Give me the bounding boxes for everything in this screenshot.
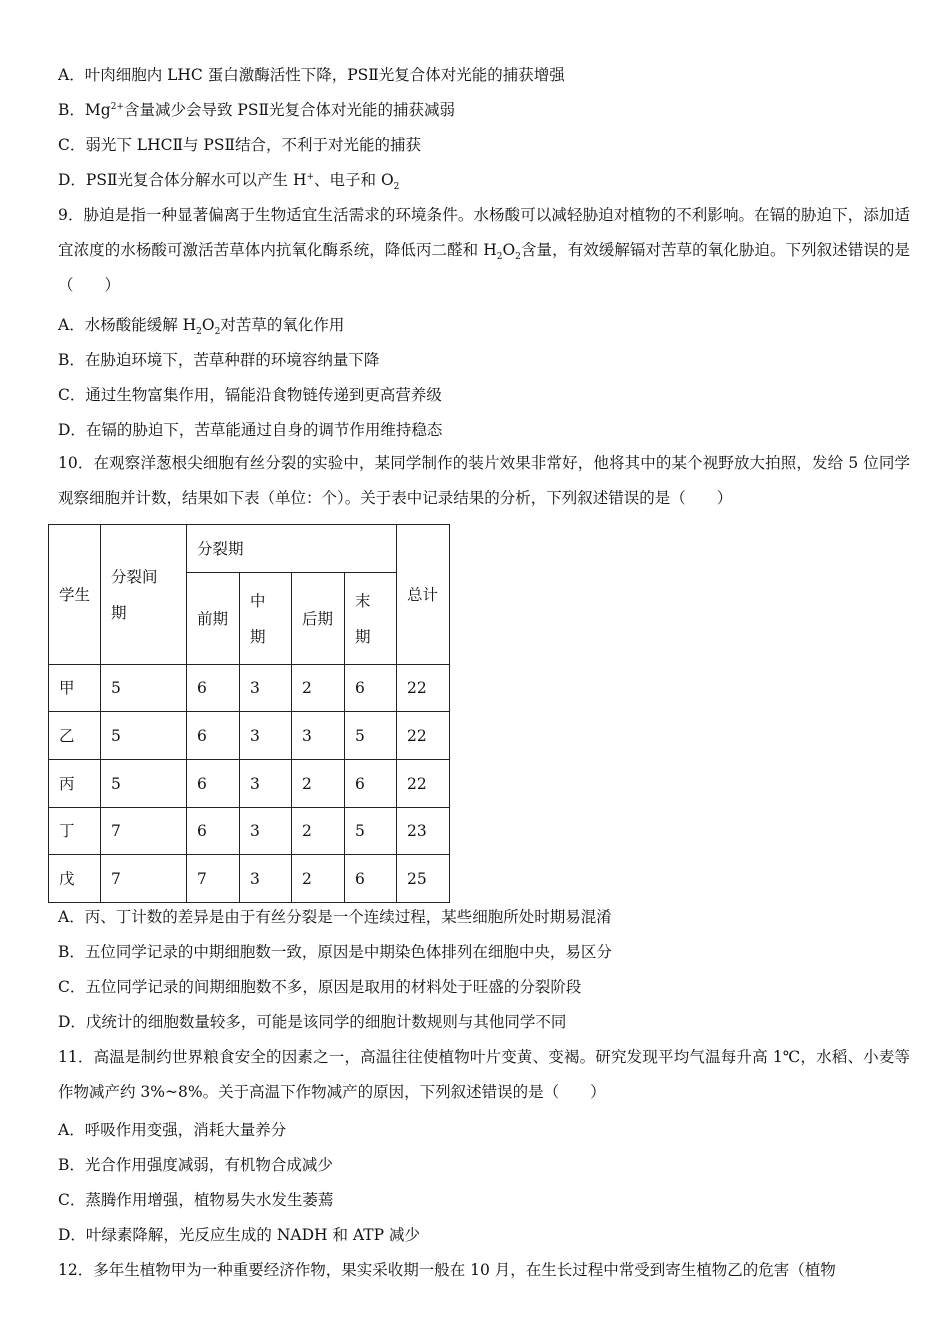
header-total: 总计 — [397, 525, 450, 665]
cell-total: 22 — [397, 760, 450, 808]
cell-student: 甲 — [49, 665, 101, 712]
cell-metaphase: 3 — [240, 760, 292, 808]
q9-option-a: A．水杨酸能缓解 $H_2O_2$对苦草的氧化作用 — [58, 316, 345, 338]
q11-option-c: C．蒸腾作用增强，植物易失水发生萎蔫 — [58, 1191, 334, 1209]
q10-stem: 10．在观察洋葱根尖细胞有丝分裂的实验中，某同学制作的装片效果非常好，他将其中的某个视野放大拍照，发给 5 位同学观察细胞并计数，结果如下表（单位：个）。关于表中记录结果的分析，下列叙述错误的是（ ） — [58, 454, 910, 507]
header-anaphase: 后期 — [292, 573, 345, 665]
header-interphase: 分裂间 期 — [101, 525, 187, 665]
cell-total: 23 — [397, 808, 450, 855]
q9-option-b: B．在胁迫环境下，苦草种群的环境容纳量下降 — [58, 351, 380, 369]
cell-interphase: 7 — [101, 855, 187, 903]
cell-metaphase: 3 — [240, 855, 292, 903]
q9-option-c: C．通过生物富集作用，镉能沿食物链传递到更高营养级 — [58, 386, 442, 404]
cell-interphase: 5 — [101, 712, 187, 760]
cell-total: 22 — [397, 665, 450, 712]
q10-option-b: B．五位同学记录的中期细胞数一致，原因是中期染色体排列在细胞中央，易区分 — [58, 943, 612, 961]
cell-metaphase: 3 — [240, 712, 292, 760]
cell-prophase: 6 — [187, 712, 240, 760]
cell-telophase: 6 — [345, 760, 397, 808]
cell-interphase: 7 — [101, 808, 187, 855]
cell-interphase: 5 — [101, 665, 187, 712]
cell-student: 乙 — [49, 712, 101, 760]
cell-total: 22 — [397, 712, 450, 760]
q11-stem: 11．高温是制约世界粮食安全的因素之一，高温往往使植物叶片变黄、变褐。研究发现平均气温每升高 1℃，水稻、小麦等作物减产约 3%~8%。关于高温下作物减产的原因，下列叙述错误的是（ ） — [58, 1048, 910, 1101]
cell-telophase: 6 — [345, 855, 397, 903]
cell-metaphase: 3 — [240, 808, 292, 855]
q8-option-c: C．弱光下 LHCⅡ与 PSⅡ结合，不利于对光能的捕获 — [58, 136, 422, 154]
header-telophase: 末 期 — [345, 573, 397, 665]
q12-stem: 12．多年生植物甲为一种重要经济作物，果实采收期一般在 10 月，在生长过程中常受到寄生植物乙的危害（植物 — [58, 1261, 836, 1279]
header-division-phase: 分裂期 — [187, 525, 397, 573]
q10-option-d: D．戊统计的细胞数量较多，可能是该同学的细胞计数规则与其他同学不同 — [58, 1013, 567, 1031]
header-prophase: 前期 — [187, 573, 240, 665]
table-row — [49, 760, 450, 808]
q10-option-a: A．丙、丁计数的差异是由于有丝分裂是一个连续过程，某些细胞所处时期易混淆 — [58, 908, 612, 926]
header-metaphase: 中 期 — [240, 573, 292, 665]
table-row — [49, 855, 450, 903]
header-student: 学生 — [49, 525, 101, 665]
cell-student: 戊 — [49, 855, 101, 903]
cell-count-table — [48, 524, 450, 903]
cell-total: 25 — [397, 855, 450, 903]
cell-prophase: 6 — [187, 665, 240, 712]
q8-option-a: A．叶肉细胞内 LHC 蛋白激酶活性下降，PSⅡ光复合体对光能的捕获增强 — [58, 66, 565, 84]
cell-student: 丁 — [49, 808, 101, 855]
cell-student: 丙 — [49, 760, 101, 808]
q11-option-d: D．叶绿素降解，光反应生成的 NADH 和 ATP 减少 — [58, 1226, 420, 1244]
cell-anaphase: 3 — [292, 712, 345, 760]
cell-anaphase: 2 — [292, 665, 345, 712]
q11-option-a: A．呼吸作用变强，消耗大量养分 — [58, 1121, 287, 1139]
cell-telophase: 6 — [345, 665, 397, 712]
cell-interphase: 5 — [101, 760, 187, 808]
cell-telophase: 5 — [345, 808, 397, 855]
cell-anaphase: 2 — [292, 760, 345, 808]
table-row — [49, 665, 450, 712]
q11-option-b: B．光合作用强度减弱，有机物合成减少 — [58, 1156, 333, 1174]
table-row — [49, 712, 450, 760]
q10-option-c: C．五位同学记录的间期细胞数不多，原因是取用的材料处于旺盛的分裂阶段 — [58, 978, 582, 996]
q9-stem: 9．胁迫是指一种显著偏离于生物适宜生活需求的环境条件。水杨酸可以减轻胁迫对植物的不利影响。在镉的胁迫下，添加适宜浓度的水杨酸可激活苦草体内抗氧化酶系统，降低丙二醛和 $H_2O_2$含量，有效缓解镉对苦草的氧化胁迫。下列叙述错误的是（ ） — [58, 206, 910, 294]
q9-option-d: D．在镉的胁迫下，苦草能通过自身的调节作用维持稳态 — [58, 421, 443, 439]
cell-prophase: 6 — [187, 760, 240, 808]
cell-metaphase: 3 — [240, 665, 292, 712]
q8-option-b: B．$Mg^{2+}$含量减少会导致 PSⅡ光复合体对光能的捕获减弱 — [58, 101, 455, 119]
cell-telophase: 5 — [345, 712, 397, 760]
q8-option-d: D．PSⅡ光复合体分解水可以产生 H+、电子和 $O_2$ — [58, 171, 400, 193]
cell-prophase: 6 — [187, 808, 240, 855]
table-row — [49, 808, 450, 855]
cell-anaphase: 2 — [292, 808, 345, 855]
cell-anaphase: 2 — [292, 855, 345, 903]
cell-prophase: 7 — [187, 855, 240, 903]
